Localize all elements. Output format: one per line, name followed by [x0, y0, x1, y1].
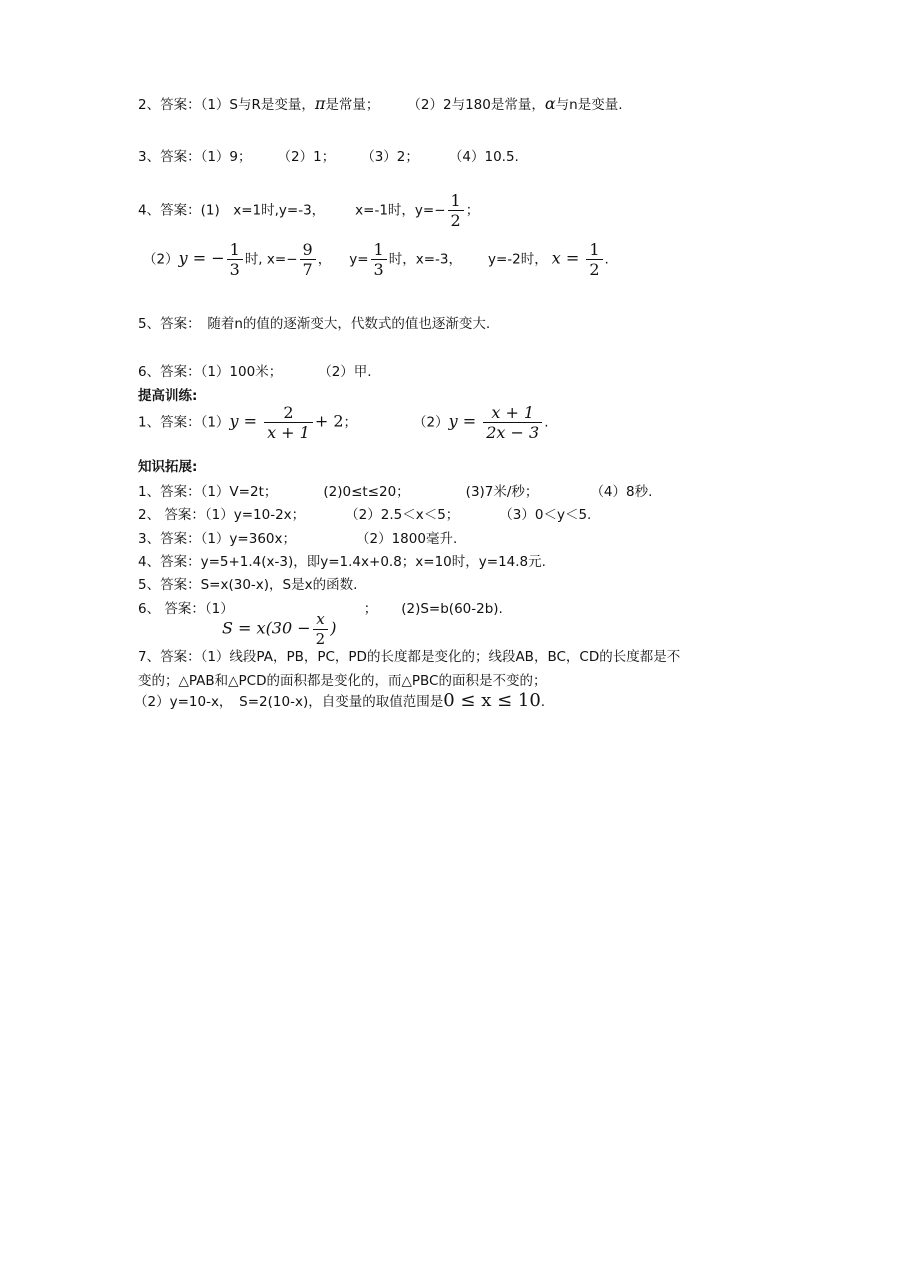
eq-sign-2: =: [560, 248, 585, 268]
answer-4-c: ；: [465, 202, 480, 219]
answer-6: [138, 360, 372, 380]
eq-sign-3: =: [238, 411, 263, 431]
ext-answer-3: [138, 527, 457, 547]
fraction-one-third-b: $\frac{1}{3}$: [371, 240, 387, 279]
ext-answer-7-line-2: 变的；△PAB和△PCD的面积都是变化的，而△PBC的面积是不变的；: [138, 673, 547, 689]
ext-answer-4: 4、答案：y=5+1.4(x-3)，即y=1.4x+0.8；x=10时，y=14.8元.: [138, 554, 546, 570]
ext-3-a: 3、答案：（1）y=360x；: [138, 531, 296, 547]
fraction-2-over-x-plus-1: $\frac{2}{x + 1}$: [264, 403, 313, 442]
ext-answer-7-line-1: 7、答案：（1）线段PA，PB，PC，PD的长度都是变化的；线段AB，BC，CD的长度都是不: [138, 649, 681, 665]
var-y-1: y: [229, 411, 239, 431]
eq-sign: = −: [187, 248, 225, 268]
ext-2-a: 2、 答案：（1）y=10-2x；: [138, 507, 306, 523]
ext-2-c: （3）0＜y＜5.: [499, 507, 592, 523]
answer-4-text-2: ，: [317, 251, 332, 268]
answer-4-text-5: y=-2时，: [487, 251, 548, 268]
answer-5: 5、答案： 随着n的值的逐渐变大，代数式的值也逐渐变大.: [138, 316, 491, 332]
answer-4-text-1: 时, x=−: [244, 251, 298, 268]
section-heading-extension: 知识拓展:: [138, 459, 198, 475]
answer-2-text-a: 2、答案：（1）S与R是变量，: [138, 97, 315, 113]
improve-1-part2: （2）: [413, 414, 449, 431]
ext-answer-2: [138, 503, 591, 523]
improve-sep: ；: [343, 414, 358, 431]
fraction-nine-sevenths: $\frac{9}{7}$: [300, 240, 316, 279]
eq-sign-4: =: [457, 411, 482, 431]
improve-1-label: 1、答案：（1）: [138, 414, 230, 431]
answer-4-part2-label: （2）: [143, 251, 179, 268]
answer-2-text-c: （2）2与180是常量，: [407, 97, 545, 113]
improve-end: .: [544, 414, 549, 431]
var-x: x: [551, 248, 561, 268]
fraction-x-over-2: $\frac{x}{2}$: [313, 610, 329, 649]
ext-7-end: .: [540, 694, 546, 710]
ext-7-text: （2）y=10-x， S=2(10-x)，自变量的取值范围是: [134, 694, 444, 710]
answer-2-text-b: 是常量；: [325, 97, 380, 113]
answer-6-a: 6、答案：（1）100米；: [138, 364, 283, 380]
answer-3-d: （4）10.5.: [448, 149, 519, 165]
answer-4-end: .: [604, 251, 609, 268]
ext-6-semi: ；: [363, 601, 378, 617]
answer-2-text-d: 与n是变量.: [555, 97, 623, 113]
answer-3: [138, 145, 519, 165]
answer-4-line-2: [143, 240, 609, 279]
answer-4-b: x=-1时，y=−: [355, 202, 446, 219]
ext-6-b: (2)S=b(60-2b).: [401, 601, 503, 617]
fraction-one-half: $\frac{1}{2}$: [448, 191, 464, 230]
ext-6-formula: [222, 610, 336, 649]
var-y-2: y: [448, 411, 458, 431]
section-heading-improve: 提高训练:: [138, 388, 198, 404]
ext-1-a: 1、答案：（1）V=2t；: [138, 484, 278, 500]
ext-1-b: (2)0≤t≤20；: [323, 484, 410, 500]
answer-6-b: （2）甲.: [318, 364, 372, 380]
answer-3-c: （3）2；: [361, 149, 419, 165]
var-y: y: [178, 248, 188, 268]
ext-1-d: （4）8秒.: [590, 484, 653, 500]
ext-3-b: （2）1800毫升.: [356, 531, 458, 547]
answer-4-text-4: 时，x=-3，: [388, 251, 462, 268]
fraction-one-third: $\frac{1}{3}$: [227, 240, 243, 279]
ext-answer-1: [138, 480, 652, 500]
answer-3-b: （2）1；: [277, 149, 336, 165]
answer-4-line-1: [138, 191, 479, 230]
answer-4-a: 4、答案：(1) x=1时,y=-3，: [138, 202, 326, 219]
ext-7-range: 0 ≤ x ≤ 10: [443, 690, 541, 711]
plus-two: + 2: [314, 411, 344, 431]
ext-2-b: （2）2.5＜x＜5；: [345, 507, 460, 523]
answer-4-text-3: y=: [349, 251, 369, 268]
improve-answer-1: [138, 403, 549, 442]
ext-6-formula-post: ): [330, 618, 337, 638]
fraction-x-plus-1-over-2x-minus-3: $\frac{x + 1}{2x - 3}$: [483, 403, 542, 442]
pi-symbol: π: [314, 94, 326, 113]
ext-1-c: (3)7米/秒；: [465, 484, 539, 500]
alpha-symbol: α: [544, 94, 556, 113]
answer-3-a: 3、答案：（1）9；: [138, 149, 252, 165]
answer-2: [138, 93, 623, 113]
ext-6-formula-pre: S = x(30 −: [222, 618, 311, 638]
ext-6-a: 6、 答案：（1）: [138, 601, 234, 617]
fraction-one-half-b: $\frac{1}{2}$: [586, 240, 602, 279]
ext-answer-7-line-3: [134, 690, 545, 711]
ext-answer-5: 5、答案：S=x(30-x)，S是x的函数.: [138, 577, 358, 593]
